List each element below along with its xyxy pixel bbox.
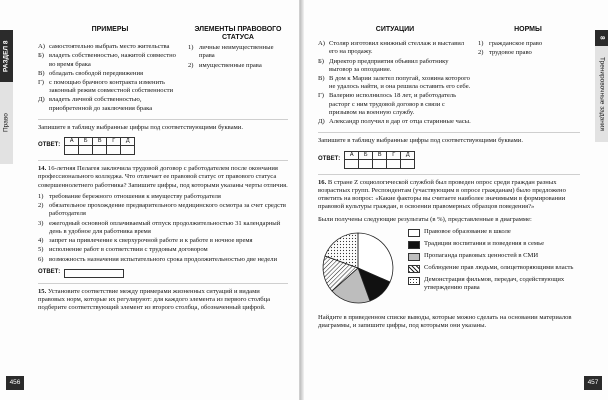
final-instruction: Найдите в приведенном списке выводы, которые можно сделать на основании материалов диаграммы, и запишите цифры, под которыми они указаны. <box>318 313 572 330</box>
norm-item-list <box>478 40 578 57</box>
answer-label: ОТВЕТ: <box>318 155 341 162</box>
norm-item-label: 2) <box>478 49 484 57</box>
question-14 <box>38 165 288 190</box>
answer-input-box[interactable] <box>64 269 124 278</box>
answer-input-cell[interactable] <box>387 159 401 168</box>
answer-letter-cell: Б <box>79 138 93 146</box>
q14-option-text: запрет на привлечение к сверхурочной работе и к работе в ночное время <box>49 237 253 245</box>
q14-option-label: 2) <box>38 202 44 210</box>
situation-item-list <box>318 40 472 126</box>
answer-letter-cell: Б <box>359 151 373 159</box>
elements-column-title: ЭЛЕМЕНТЫ ПРАВОВОГО СТАТУСА <box>194 26 282 42</box>
q14-option <box>38 193 288 201</box>
examples-column <box>38 26 188 114</box>
legend-item: Демонстрация фильмов, передач, содействующих утверждению права <box>408 276 580 292</box>
question-15-text: Установите соответствие между примерами жизненных ситуаций и видами правовых норм, которые их регулируют: для каждого элемента из первого столбца подберите соответствующий элемент из второго столбца, обозначенный цифрой. <box>38 287 271 312</box>
q14-option <box>38 256 288 264</box>
answer-input-cell[interactable] <box>93 146 107 155</box>
element-item-text: имущественные права <box>199 61 262 69</box>
q14-option-label: 1) <box>38 192 44 200</box>
example-item <box>38 70 182 78</box>
q14-option-label: 4) <box>38 237 44 245</box>
q14-option-text: исполнение работ в соответствии с трудовым договором <box>49 246 208 254</box>
elements-column <box>188 26 288 114</box>
norm-item-label: 1) <box>478 40 484 48</box>
q14-option-label: 3) <box>38 219 44 227</box>
answer-letter-cell: Д <box>401 151 415 159</box>
norm-item-text: трудовое право <box>489 49 532 57</box>
example-item-label: Д) <box>38 96 45 104</box>
element-item-label: 2) <box>188 61 194 69</box>
answer-letter-cell: Г <box>387 151 401 159</box>
left-page <box>0 0 300 400</box>
section-tab-label: 8 <box>598 36 606 40</box>
answer-input-cell[interactable] <box>345 159 359 168</box>
answer-table-block <box>38 137 288 155</box>
example-item <box>38 52 182 68</box>
situation-item <box>318 75 472 91</box>
subject-tab-label: Тренировочные задания <box>598 57 606 131</box>
example-item-text: владеть личной собственностью, приобретенной до заключения брака <box>49 96 153 112</box>
example-item-text: самостоятельно выбрать место жительства <box>49 43 170 51</box>
q14-option-text: требование бережного отношения к имуществу работодателя <box>49 192 221 200</box>
q14-option <box>38 202 288 218</box>
right-side-tab <box>595 30 608 142</box>
norms-column <box>478 26 578 127</box>
answer-letter-cell: В <box>93 138 107 146</box>
answer-table <box>344 151 415 169</box>
legend-item: Правовое образование в школе <box>408 228 580 237</box>
example-item <box>38 79 182 95</box>
situation-item <box>318 118 472 126</box>
situation-item-label: Б) <box>318 57 324 65</box>
answer-label: ОТВЕТ: <box>38 269 61 276</box>
answer-letter-cell: Г <box>107 138 121 146</box>
element-item <box>188 62 288 70</box>
instruction-text: Запишите в таблицу выбранные цифры под соответствующими буквами. <box>38 123 243 131</box>
q14-option-label: 6) <box>38 255 44 263</box>
matching-table-1 <box>38 26 288 114</box>
situation-item-text: Столяр изготовил книжный стеллаж и выставил его на продажу. <box>329 40 465 56</box>
situation-item-text: Александр получил в дар от отца старинные часы. <box>329 118 471 126</box>
right-page <box>304 0 608 400</box>
situation-item-text: Директор предприятия объявил работнику выговор за опоздание. <box>329 57 449 73</box>
situation-item <box>318 58 472 74</box>
examples-column-title: ПРИМЕРЫ <box>91 26 129 33</box>
situations-column-title: СИТУАЦИИ <box>375 26 415 33</box>
pie-chart-block <box>318 228 580 308</box>
q14-option-label: 5) <box>38 246 44 254</box>
left-side-tab <box>0 30 13 164</box>
question-14-text: 16-летняя Пелагея заключила трудовой договор с работодателем после окончания профессионального колледжа. Что отличает ее правовой статус от правового статуса совершеннолетнего работника? Запишите цифры, под которыми указаны черты отличия. <box>38 165 288 189</box>
answer-letter-cell: В <box>373 151 387 159</box>
q14-option-text: ежегодный основной оплачиваемый отпуск продолжительностью 31 календарный день в удобное для работника время <box>49 219 281 235</box>
norm-item <box>478 40 578 48</box>
answer-letter-cell: Д <box>121 138 135 146</box>
answer-input-cell[interactable] <box>65 146 79 155</box>
answer-input-cell[interactable] <box>121 146 135 155</box>
answer-input-cell[interactable] <box>359 159 373 168</box>
question-15-number: 15. <box>38 287 47 295</box>
legend-item: Традиции воспитания и поведения в семье <box>408 240 580 249</box>
answer-input-cell[interactable] <box>79 146 93 155</box>
example-item-text: с помощью брачного контракта изменить законный режим совместной собственности <box>49 78 174 95</box>
answer-input-cell[interactable] <box>373 159 387 168</box>
page-number-right: 457 <box>584 376 602 390</box>
question-16 <box>318 179 580 212</box>
answer-input-cell[interactable] <box>401 159 415 168</box>
example-item <box>38 43 182 51</box>
answer-box-14 <box>38 269 288 278</box>
q14-option-text: обязательное прохождение предварительного медицинского осмотра за счет средств работодателя <box>49 202 287 218</box>
example-item-label: Б) <box>38 52 44 60</box>
left-page-content <box>38 26 288 312</box>
q14-option-text: возможность назначения испытательного срока продолжительностью две недели <box>49 255 278 263</box>
answer-letter-cell: А <box>345 151 359 159</box>
page-number-left: 456 <box>6 376 24 390</box>
section-tab-label: РАЗДЕЛ 8 <box>2 40 10 72</box>
element-item-text: личные неимущественные права <box>199 44 274 60</box>
answer-label: ОТВЕТ: <box>38 142 61 149</box>
example-item-label: В) <box>38 69 45 77</box>
example-item-text: владеть собственностью, нажитой совместно во время брака <box>49 52 176 68</box>
q14-option <box>38 220 288 236</box>
answer-table <box>64 137 135 155</box>
q14-option <box>38 246 288 254</box>
element-item-list <box>188 44 288 70</box>
situation-item-label: Д) <box>318 118 325 126</box>
chart-legend <box>408 228 580 308</box>
q14-option <box>38 237 288 245</box>
right-page-content <box>318 26 580 330</box>
legend-item: Пропаганда правовых ценностей в СМИ <box>408 252 580 261</box>
situation-item-label: А) <box>318 40 325 48</box>
situation-item-label: В) <box>318 74 325 82</box>
answer-input-cell[interactable] <box>107 146 121 155</box>
answer-letter-cell: А <box>65 138 79 146</box>
answer-table-block <box>318 151 580 169</box>
situations-column <box>318 26 478 127</box>
question-16-text: В стране Z социологической службой был проведен опрос среди граждан разных возрастных групп. Респондентам (участвующим в опросе гражданам) было предложено ответить на вопрос: «Какие факторы вы считаете наиболее значимыми в формировании правовой культуры граждан, в освоении правомерных образцов поведения?» <box>318 178 566 211</box>
example-item-text: обладать свободой передвижения <box>49 69 144 77</box>
norm-item <box>478 49 578 57</box>
subject-tab-label: Право <box>2 113 10 133</box>
example-item-list <box>38 43 182 113</box>
example-item <box>38 96 182 112</box>
element-item <box>188 44 288 60</box>
situation-item <box>318 40 472 56</box>
question-16-number: 16. <box>318 178 327 186</box>
instruction-text: Запишите в таблицу выбранные цифры под соответствующими буквами. <box>318 137 523 145</box>
example-item-label: А) <box>38 43 45 51</box>
question-14-number: 14. <box>38 165 47 173</box>
matching-table-2 <box>318 26 580 127</box>
question-16-results: Были получены следующие результаты (в %), представленные в диаграмме: <box>318 215 532 223</box>
norm-item-text: гражданское право <box>489 40 543 48</box>
situation-item <box>318 92 472 117</box>
question-15 <box>38 288 288 313</box>
norms-column-title: НОРМЫ <box>514 26 542 33</box>
situation-item-label: Г) <box>318 92 325 100</box>
situation-item-text: В дом к Марии залетел попугай, хозяина которого не удалось найти, и она решила оставить его себе. <box>329 74 471 91</box>
situation-item-text: Валерию исполнилось 18 лет, и работодатель расторг с ним трудовой договор в связи с призывом на военную службу. <box>329 92 457 116</box>
element-item-label: 1) <box>188 44 194 52</box>
example-item-label: Г) <box>38 78 45 86</box>
q14-option-list <box>38 193 288 264</box>
pie-chart <box>318 228 398 308</box>
legend-item: Соблюдение прав людьми, олицетворяющими власть <box>408 264 580 273</box>
